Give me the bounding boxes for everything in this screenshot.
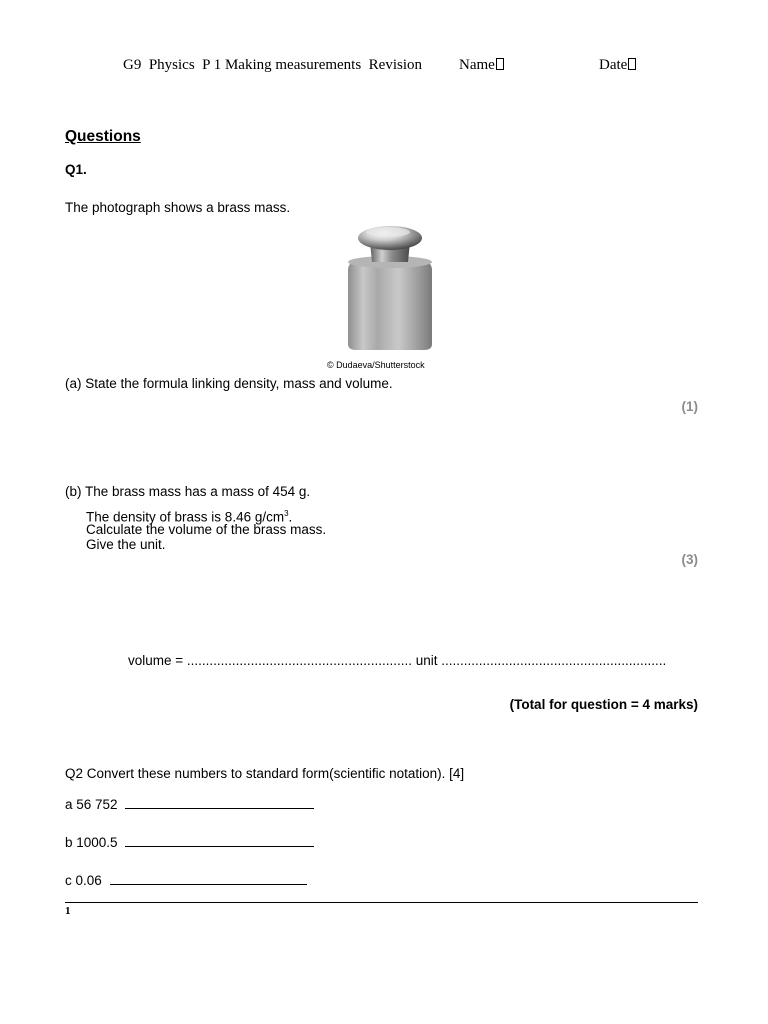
part-a-marks: (1) bbox=[681, 399, 698, 414]
section-heading: Questions bbox=[65, 128, 141, 145]
density-text: The density of brass is 8.46 g/cm bbox=[86, 509, 285, 525]
q2-item bbox=[65, 795, 314, 813]
q1-part-b-line4: Give the unit. bbox=[86, 537, 166, 552]
q1-part-a: (a) State the formula linking density, mass and volume. bbox=[65, 376, 393, 391]
date-label: Date bbox=[599, 57, 628, 73]
page-number: 1 bbox=[65, 905, 71, 917]
unit-answer-dots[interactable]: ............................................................ bbox=[441, 653, 667, 668]
q2-answer-line-b[interactable] bbox=[125, 833, 314, 847]
q2-answer-line-a[interactable] bbox=[125, 795, 314, 809]
date-field[interactable] bbox=[599, 57, 636, 74]
q1-part-b-line3: Calculate the volume of the brass mass. bbox=[86, 522, 327, 537]
q1-total: (Total for question = 4 marks) bbox=[509, 697, 698, 712]
volume-label: volume = bbox=[128, 653, 187, 668]
volume-answer-dots[interactable]: ............................................................ bbox=[186, 653, 412, 668]
footer-rule bbox=[65, 902, 698, 903]
q2-prompt: Q2 Convert these numbers to standard form(scientific notation). [4] bbox=[65, 766, 465, 781]
q2-item-label: c 0.06 bbox=[65, 873, 102, 888]
density-exponent: 3 bbox=[284, 509, 289, 518]
q1-part-b-line1: (b) The brass mass has a mass of 454 g. bbox=[65, 484, 311, 499]
name-box bbox=[496, 58, 504, 70]
worksheet-title: G9 Physics P 1 Making measurements Revision bbox=[123, 57, 423, 73]
q2-item bbox=[65, 871, 307, 889]
brass-mass-photo bbox=[340, 222, 440, 354]
name-label: Name bbox=[459, 57, 495, 73]
date-box bbox=[628, 58, 636, 70]
q1-number: Q1. bbox=[65, 162, 87, 177]
q2-item-label: a 56 752 bbox=[65, 797, 118, 812]
q2-answer-line-c[interactable] bbox=[110, 871, 307, 885]
name-field[interactable] bbox=[459, 57, 504, 74]
q2-item-label: b 1000.5 bbox=[65, 835, 118, 850]
photo-credit: © Dudaeva/Shutterstock bbox=[327, 360, 425, 370]
brass-mass-illustration bbox=[340, 222, 440, 354]
unit-label: unit bbox=[415, 653, 442, 668]
volume-answer-line[interactable] bbox=[128, 653, 666, 669]
density-period: . bbox=[288, 509, 293, 525]
q1-intro: The photograph shows a brass mass. bbox=[65, 200, 291, 215]
q2-item bbox=[65, 833, 314, 851]
part-b-marks: (3) bbox=[681, 552, 698, 567]
